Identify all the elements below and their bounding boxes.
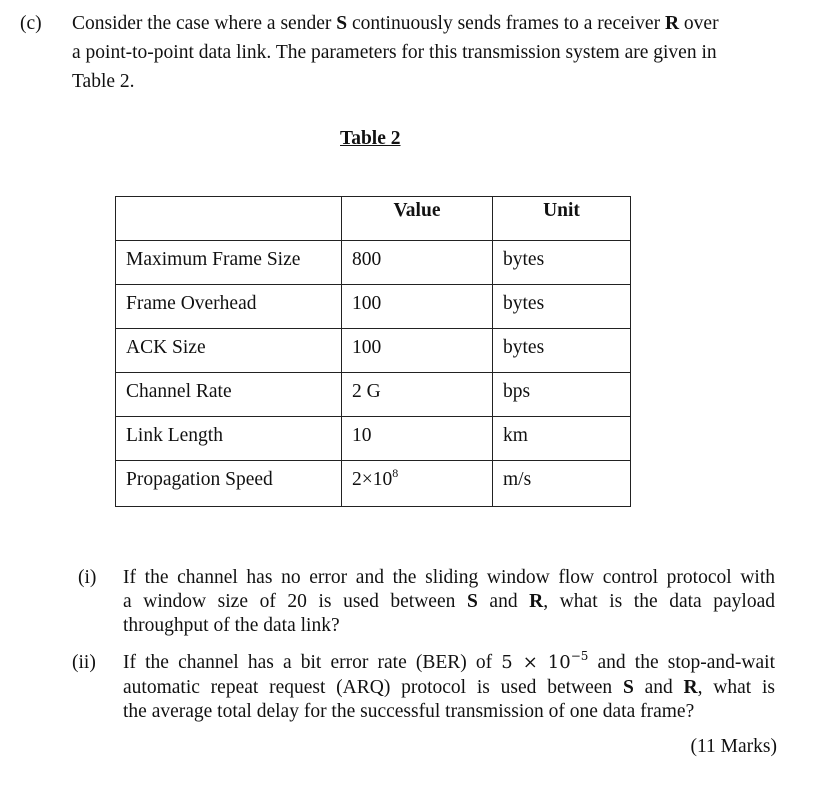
question-text: and: [477, 591, 530, 612]
question-text: and: [633, 677, 684, 698]
unit-cell: bytes: [493, 329, 631, 373]
table-header-cell: [116, 197, 342, 241]
table-row: [116, 241, 631, 285]
sender-symbol: S: [622, 677, 634, 698]
sender-symbol: S: [336, 13, 348, 34]
receiver-symbol: R: [664, 13, 680, 34]
unit-cell: bps: [493, 373, 631, 417]
table-row: [116, 373, 631, 417]
value-cell: [342, 461, 493, 507]
question-ii-line-2: [123, 676, 775, 700]
intro-text: Consider the case where a sender: [72, 13, 337, 34]
receiver-symbol: R: [529, 591, 544, 612]
table-row: [116, 329, 631, 373]
param-cell: Propagation Speed: [116, 461, 342, 507]
question-text: , what is: [697, 677, 775, 698]
receiver-symbol: R: [683, 677, 698, 698]
param-cell: Link Length: [116, 417, 342, 461]
question-text: , what is the data payload: [543, 591, 775, 612]
param-cell: Frame Overhead: [116, 285, 342, 329]
table-caption: Table 2: [340, 128, 401, 149]
table-row: [116, 285, 631, 329]
value-cell: 100: [342, 329, 493, 373]
ber-value: [501, 649, 589, 673]
question-text: If the channel has a bit error rate (BER) of: [123, 652, 502, 673]
table-header-row: [116, 197, 631, 241]
ber-exponent: −5: [570, 649, 589, 663]
question-text: and the stop-and-wait: [588, 652, 775, 673]
value-base: 2×10: [352, 469, 393, 490]
param-cell: Channel Rate: [116, 373, 342, 417]
param-cell: ACK Size: [116, 329, 342, 373]
value-cell: 800: [342, 241, 493, 285]
value-cell: 100: [342, 285, 493, 329]
question-text: a window size of 20 is used between: [123, 591, 467, 612]
question-i-line-3: throughput of the data link?: [123, 615, 340, 636]
intro-text: over: [679, 13, 719, 34]
question-ii-line-1: [123, 651, 775, 675]
table-row: [116, 417, 631, 461]
unit-cell: bytes: [493, 285, 631, 329]
question-ii-line-3: the average total delay for the successful transmission of one data frame?: [123, 701, 695, 722]
param-cell: Maximum Frame Size: [116, 241, 342, 285]
intro-line-1: [72, 12, 719, 36]
intro-line-3: Table 2.: [72, 71, 135, 92]
question-ii-label: (ii): [72, 652, 96, 673]
question-i-line-2: [123, 590, 775, 614]
part-label: (c): [20, 13, 42, 34]
marks-label: (11 Marks): [690, 736, 777, 757]
unit-cell: bytes: [493, 241, 631, 285]
intro-text: continuously sends frames to a receiver: [347, 13, 665, 34]
table-header-unit: Unit: [493, 197, 631, 241]
value-cell: 10: [342, 417, 493, 461]
value-cell: 2 G: [342, 373, 493, 417]
intro-line-2: a point-to-point data link. The parameters for this transmission system are given in: [72, 42, 717, 63]
value-exponent: 8: [392, 466, 399, 480]
question-i-label: (i): [78, 567, 97, 588]
question-i-line-1: If the channel has no error and the sliding window flow control protocol with: [123, 567, 775, 588]
unit-cell: m/s: [493, 461, 631, 507]
table-header-value: Value: [342, 197, 493, 241]
table-row: [116, 461, 631, 507]
sender-symbol: S: [466, 591, 478, 612]
ber-base: 5 × 10: [501, 652, 571, 673]
question-text: automatic repeat request (ARQ) protocol is used between: [123, 677, 623, 698]
unit-cell: km: [493, 417, 631, 461]
parameters-table: [115, 196, 631, 507]
